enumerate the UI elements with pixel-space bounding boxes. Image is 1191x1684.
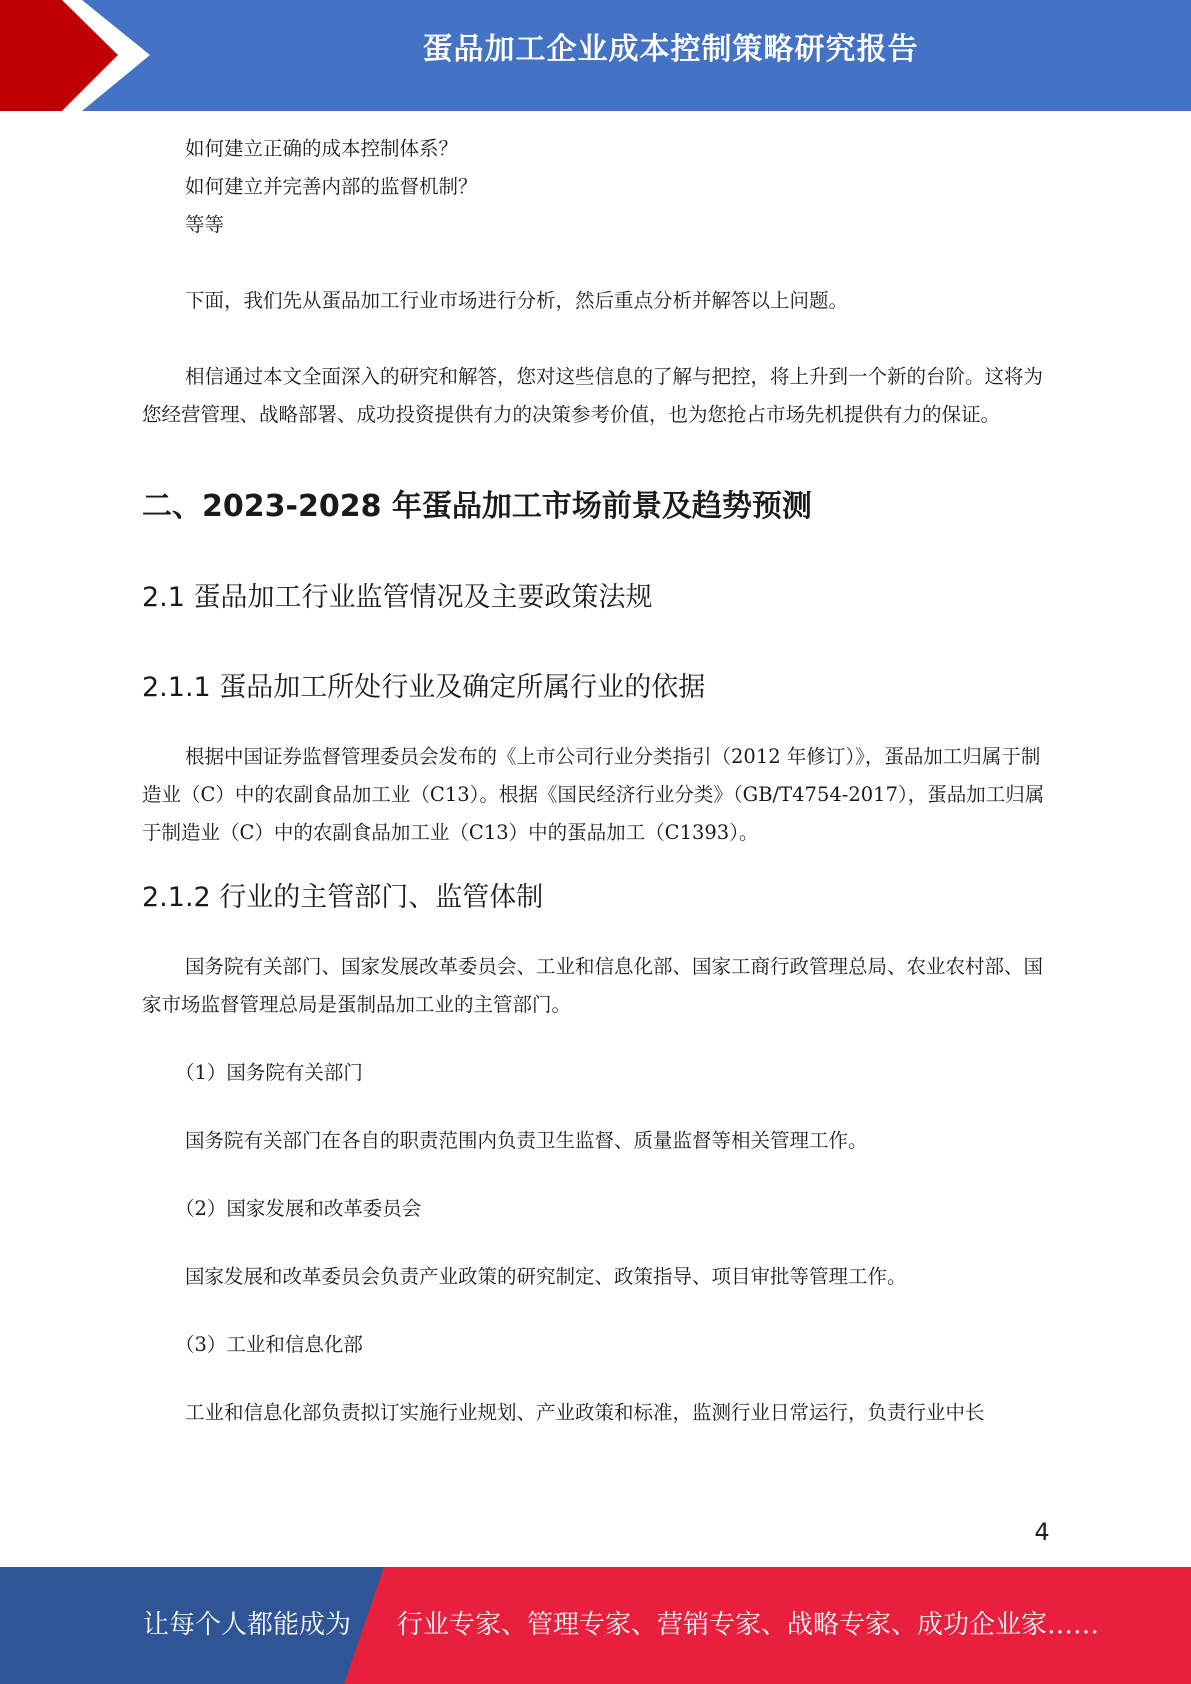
item-3-title: （3）工业和信息化部 — [175, 1333, 363, 1356]
footer-slogan-left: 让每个人都能成为 — [143, 1610, 352, 1640]
page-content — [142, 130, 1047, 1432]
item-2-text: 国家发展和改革委员会负责产业政策的研究制定、政策指导、项目审批等管理工作。 — [185, 1265, 907, 1288]
footer-slogan-right: 行业专家、管理专家、营销专家、战略专家、成功企业家…… — [397, 1610, 1100, 1640]
page-footer — [0, 1567, 1191, 1684]
section-2-1-1-heading: 2.1.1 蛋品加工所处行业及确定所属行业的依据 — [142, 672, 706, 703]
intro-paragraph-2: 相信通过本文全面深入的研究和解答，您对这些信息的了解与把控，将上升到一个新的台阶。这将为您经营管理、战略部署、成功投资提供有力的决策参考价值，也为您抢占市场先机提供有力的保证。 — [142, 365, 1044, 426]
item-1-text: 国务院有关部门在各自的职责范围内负责卫生监督、质量监督等相关管理工作。 — [185, 1129, 868, 1152]
section-2-heading: 二、2023-2028 年蛋品加工市场前景及趋势预测 — [142, 489, 812, 524]
section-2-1-2-paragraph: 国务院有关部门、国家发展改革委员会、工业和信息化部、国家工商行政管理总局、农业农村部、国家市场监督管理总局是蛋制品加工业的主管部门。 — [142, 955, 1044, 1016]
etc-text: 等等 — [185, 213, 225, 236]
section-2-1-heading: 2.1 蛋品加工行业监管情况及主要政策法规 — [142, 582, 653, 613]
page-header — [0, 0, 1191, 111]
question-cost-control: 如何建立正确的成本控制体系？ — [185, 137, 459, 160]
intro-paragraph-1: 下面，我们先从蛋品加工行业市场进行分析，然后重点分析并解答以上问题。 — [185, 289, 849, 312]
report-title: 蛋品加工企业成本控制策略研究报告 — [422, 32, 919, 67]
section-2-1-1-paragraph: 根据中国证券监督管理委员会发布的《上市公司行业分类指引（2012 年修订）》，蛋品加工归属于制造业（C）中的农副食品加工业（C13）。根据《国民经济行业分类》（GB/T4754-2017），蛋品加工归属于制造业（C）中的农副食品加工业（C13）中的蛋品加工（C1393）。 — [142, 745, 1045, 844]
item-3-text: 工业和信息化部负责拟订实施行业规划、产业政策和标准，监测行业日常运行，负责行业中长 — [185, 1401, 985, 1424]
question-supervision: 如何建立并完善内部的监督机制？ — [185, 175, 478, 198]
page-number: 4 — [1034, 1518, 1050, 1546]
item-2-title: （2）国家发展和改革委员会 — [175, 1197, 422, 1220]
header-chevron-graphic — [0, 0, 160, 111]
item-1-title: （1）国务院有关部门 — [175, 1061, 363, 1084]
section-2-1-2-heading: 2.1.2 行业的主管部门、监管体制 — [142, 882, 544, 913]
